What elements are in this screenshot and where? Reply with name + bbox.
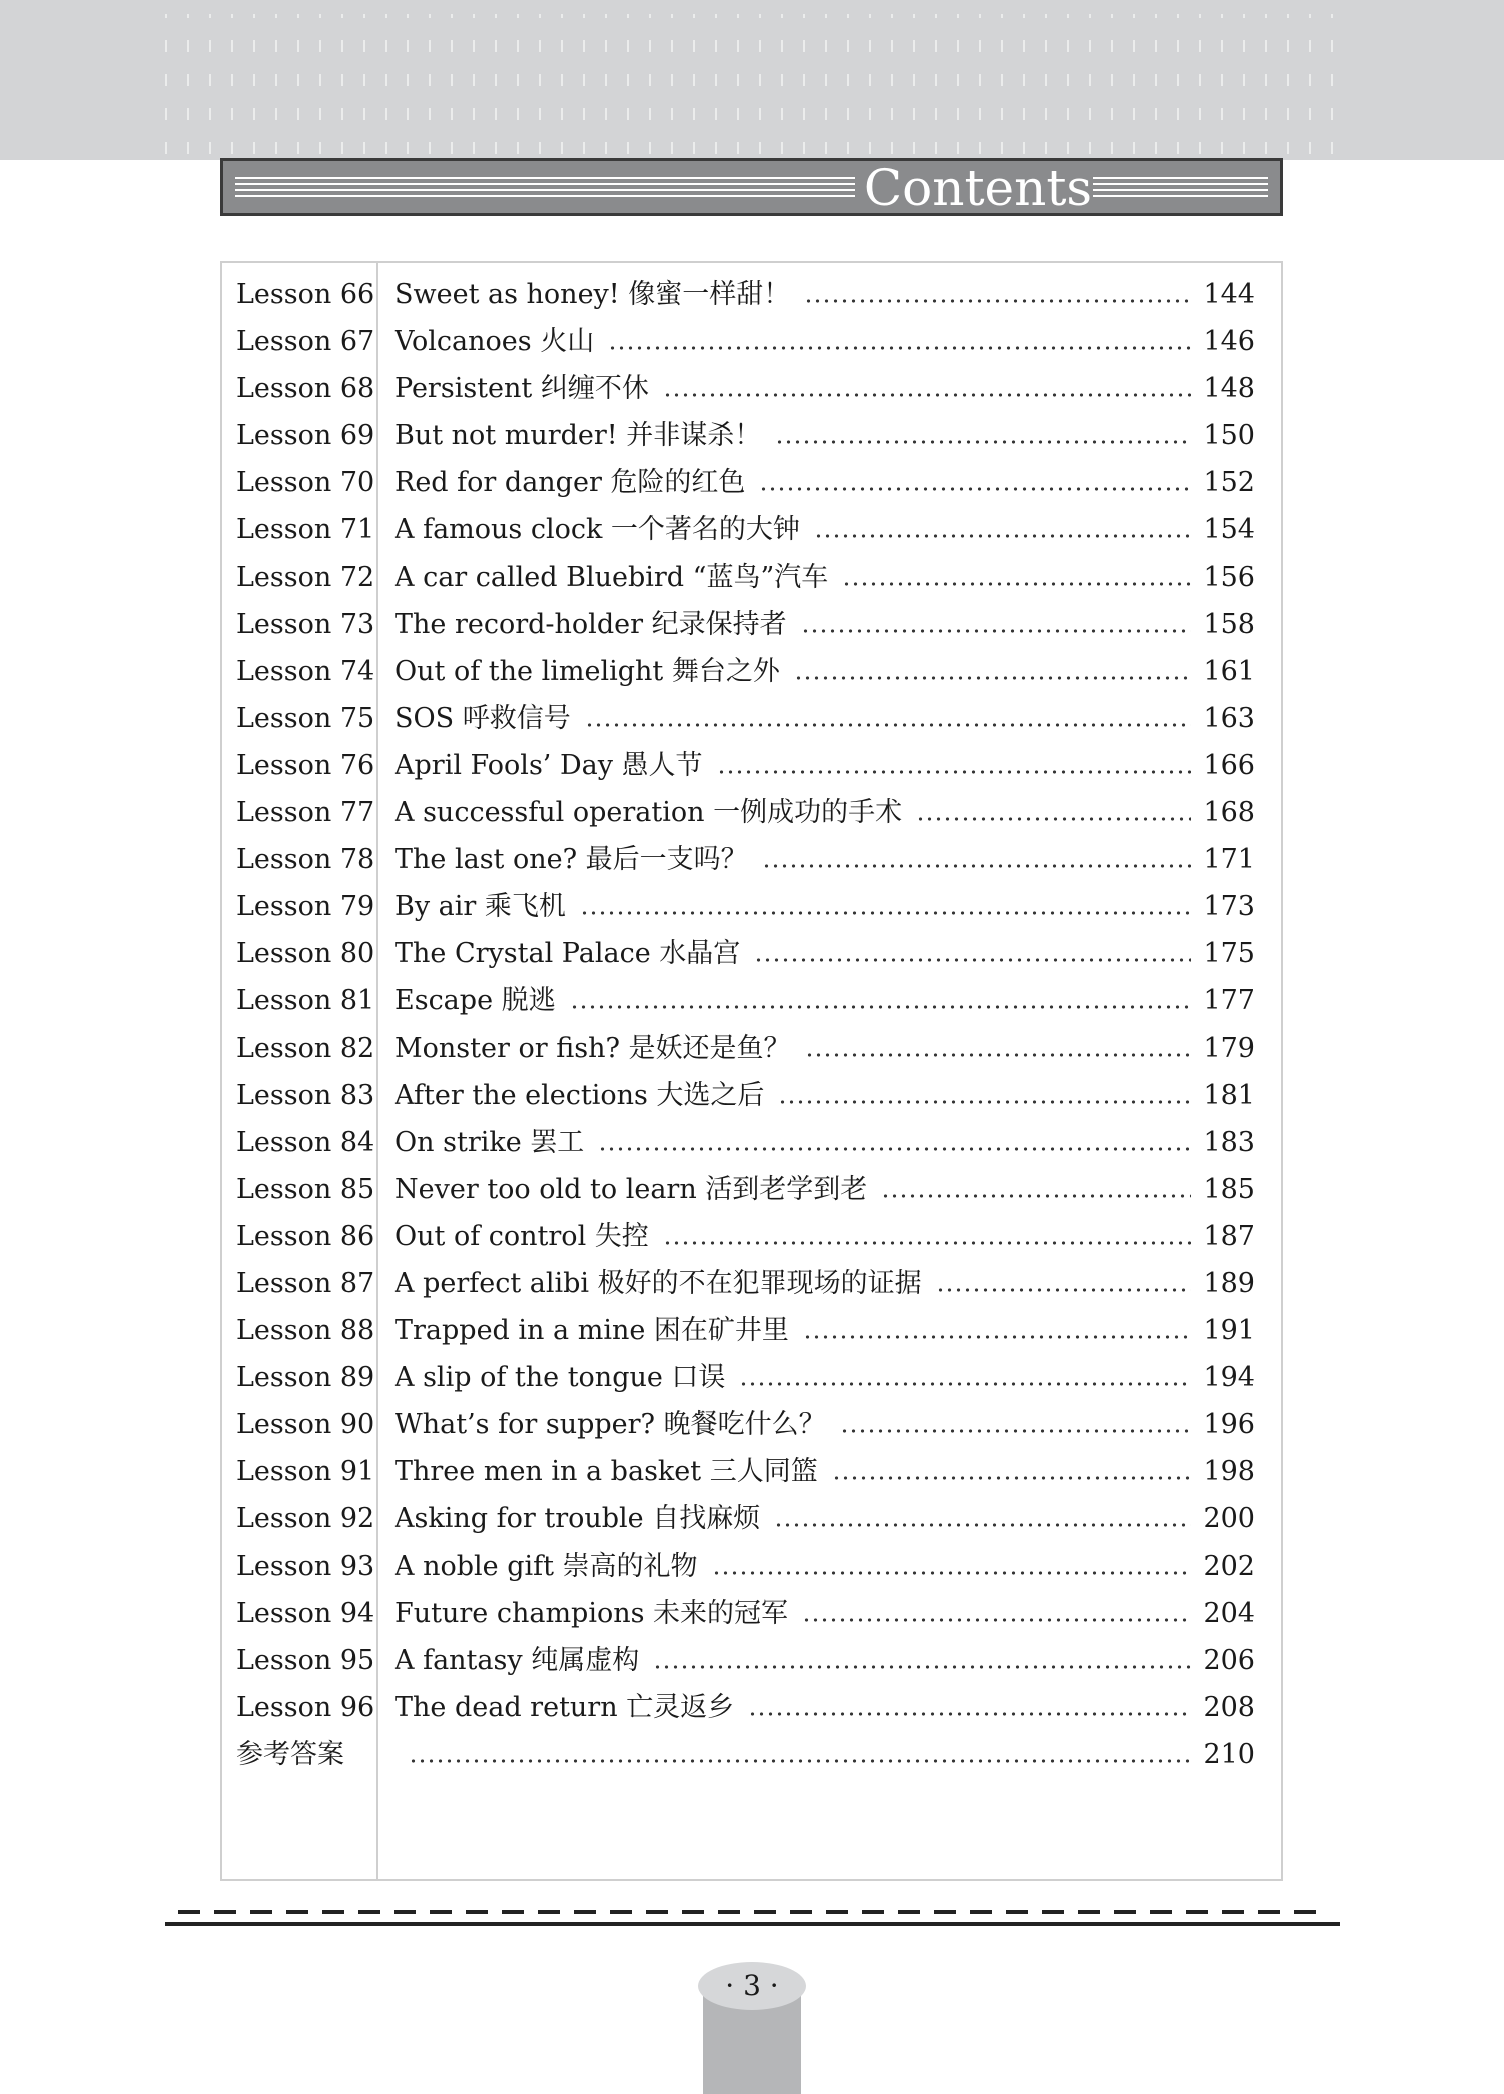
toc-row: [222, 742, 1281, 789]
lesson-label: Lesson 83: [236, 1079, 375, 1111]
dot-leader: [803, 1307, 1192, 1354]
toc-entry: [395, 412, 1255, 459]
dot-leader: [774, 1495, 1191, 1542]
lesson-label: Lesson 77: [236, 797, 375, 829]
page-number-ref: 158: [1203, 608, 1255, 640]
dot-leader: [842, 554, 1191, 601]
toc-row: [222, 412, 1281, 459]
lesson-title: The last one? 最后一支吗？: [395, 844, 748, 876]
toc-entry: [395, 1637, 1255, 1684]
table-of-contents: [220, 261, 1283, 1881]
page-number-ref: 206: [1203, 1644, 1255, 1676]
lesson-label: Lesson 87: [236, 1267, 375, 1299]
page-number-ref: 175: [1203, 938, 1255, 970]
toc-row: [222, 1731, 1281, 1778]
lesson-title: Asking for trouble 自找麻烦: [395, 1503, 761, 1535]
toc-row: [222, 1260, 1281, 1307]
dot-leader: [778, 1072, 1191, 1119]
dot-leader: [748, 1684, 1191, 1731]
toc-entry: [395, 1025, 1255, 1072]
toc-entry: [395, 1260, 1255, 1307]
page-number-ref: 183: [1203, 1126, 1255, 1158]
toc-entry: [395, 506, 1255, 553]
header-band: [0, 0, 1504, 160]
dot-leader: [608, 318, 1191, 365]
lesson-title: A famous clock 一个著名的大钟: [395, 514, 800, 546]
toc-row: [222, 930, 1281, 977]
dot-leader: [759, 459, 1191, 506]
toc-entry: [395, 1213, 1255, 1260]
dot-leader: [717, 742, 1192, 789]
toc-entry: [395, 318, 1255, 365]
lesson-label: Lesson 75: [236, 702, 375, 734]
page-number-ref: 171: [1203, 844, 1255, 876]
lesson-label: Lesson 94: [236, 1597, 375, 1629]
dot-leader: [712, 1543, 1192, 1590]
toc-entry: [395, 1543, 1255, 1590]
dot-leader: [663, 365, 1192, 412]
lesson-label: Lesson 76: [236, 749, 375, 781]
page-number-ref: 161: [1203, 655, 1255, 687]
toc-row: [222, 271, 1281, 318]
page-number-ref: 202: [1203, 1550, 1255, 1582]
lesson-title: Red for danger 危险的红色: [395, 467, 746, 499]
lesson-label: Lesson 85: [236, 1173, 375, 1205]
dot-leader: [804, 271, 1191, 318]
page-number-ref: 177: [1203, 985, 1255, 1017]
page-number-ref: 179: [1203, 1032, 1255, 1064]
lesson-label: Lesson 79: [236, 891, 375, 923]
toc-row: [222, 601, 1281, 648]
toc-entry: [395, 648, 1255, 695]
lesson-title: A car called Bluebird “蓝鸟”汽车: [395, 561, 829, 593]
toc-entry: [395, 1072, 1255, 1119]
lesson-label: Lesson 68: [236, 373, 375, 405]
toc-entry: [395, 1684, 1255, 1731]
toc-entry: [395, 1448, 1255, 1495]
dot-leader: [802, 1590, 1191, 1637]
toc-entry: [395, 930, 1255, 977]
toc-entry: [395, 459, 1255, 506]
dot-leader: [754, 930, 1191, 977]
toc-row: [222, 1684, 1281, 1731]
lesson-label: Lesson 86: [236, 1220, 375, 1252]
toc-list: [222, 271, 1281, 1778]
dot-leader: [794, 648, 1192, 695]
dot-leader: [585, 695, 1192, 742]
page-number-ref: 204: [1203, 1597, 1255, 1629]
toc-entry: [395, 271, 1255, 318]
lesson-title: Three men in a basket 三人同篮: [395, 1456, 818, 1488]
lesson-title: A perfect alibi 极好的不在犯罪现场的证据: [395, 1267, 922, 1299]
lesson-label: Lesson 80: [236, 938, 375, 970]
toc-row: [222, 554, 1281, 601]
lesson-title: Persistent 纠缠不休: [395, 373, 649, 405]
lesson-title: But not murder! 并非谋杀！: [395, 420, 762, 452]
toc-row: [222, 648, 1281, 695]
lesson-label: Lesson 71: [236, 514, 375, 546]
page-number-ref: 146: [1203, 326, 1255, 358]
lesson-label: Lesson 73: [236, 608, 375, 640]
lesson-title: A fantasy 纯属虚构: [395, 1644, 640, 1676]
dot-leader: [814, 506, 1192, 553]
toc-row: [222, 1495, 1281, 1542]
toc-row: [222, 459, 1281, 506]
page-number-ref: 152: [1203, 467, 1255, 499]
toc-entry: [395, 695, 1255, 742]
lesson-label: Lesson 96: [236, 1691, 375, 1723]
toc-row: [222, 365, 1281, 412]
page-number-ref: 198: [1203, 1456, 1255, 1488]
dot-leader: [801, 601, 1192, 648]
lesson-label: Lesson 70: [236, 467, 375, 499]
dot-leader: [570, 977, 1192, 1024]
page-number-ref: 181: [1203, 1079, 1255, 1111]
page-number: · 3 ·: [698, 1962, 806, 2010]
toc-row: [222, 1025, 1281, 1072]
lesson-title: Future champions 未来的冠军: [395, 1597, 789, 1629]
dot-leader: [653, 1637, 1191, 1684]
page-number-ref: 150: [1203, 420, 1255, 452]
page-number-ref: 144: [1203, 279, 1255, 310]
page-title: Contents: [863, 159, 1093, 217]
toc-entry: [395, 554, 1255, 601]
toc-row: [222, 1072, 1281, 1119]
lesson-label: Lesson 92: [236, 1503, 375, 1535]
footer-solid-rule: [165, 1922, 1340, 1926]
lesson-title: Monster or fish? 是妖还是鱼？: [395, 1032, 791, 1064]
title-decorative-lines-left: [235, 177, 855, 199]
lesson-label: Lesson 84: [236, 1126, 375, 1158]
lesson-title: What’s for supper? 晚餐吃什么？: [395, 1409, 826, 1441]
lesson-title: The record-holder 纪录保持者: [395, 608, 787, 640]
page-number-ref: 163: [1203, 702, 1255, 734]
lesson-label: Lesson 67: [236, 326, 375, 358]
toc-row: [222, 1354, 1281, 1401]
lesson-title: A slip of the tongue 口误: [395, 1362, 726, 1394]
dot-leader: [840, 1401, 1192, 1448]
lesson-title: After the elections 大选之后: [395, 1079, 765, 1111]
dot-leader: [598, 1119, 1191, 1166]
toc-entry: [395, 1307, 1255, 1354]
lesson-label: Lesson 81: [236, 985, 375, 1017]
lesson-title: April Fools’ Day 愚人节: [395, 749, 703, 781]
header-dot-pattern: [165, 14, 1345, 154]
toc-row: [222, 883, 1281, 930]
dot-leader: [916, 789, 1191, 836]
lesson-title: Escape 脱逃: [395, 985, 556, 1017]
lesson-label: Lesson 72: [236, 561, 375, 593]
lesson-label: Lesson 69: [236, 420, 375, 452]
toc-row: [222, 1401, 1281, 1448]
toc-entry: [395, 836, 1255, 883]
toc-row: [222, 318, 1281, 365]
page-number-ref: 148: [1203, 373, 1255, 405]
toc-row: [222, 836, 1281, 883]
toc-entry: [395, 365, 1255, 412]
toc-row: [222, 789, 1281, 836]
lesson-title: The Crystal Palace 水晶宫: [395, 938, 741, 970]
dot-leader: [775, 412, 1191, 459]
toc-row: [222, 1637, 1281, 1684]
toc-entry: [395, 1401, 1255, 1448]
toc-entry: [395, 1731, 1255, 1778]
toc-entry: [395, 977, 1255, 1024]
toc-row: [222, 1543, 1281, 1590]
page-number-ref: 166: [1203, 749, 1255, 781]
page-number-ref: 187: [1203, 1220, 1255, 1252]
toc-row: [222, 1307, 1281, 1354]
toc-entry: [395, 601, 1255, 648]
lesson-title: Never too old to learn 活到老学到老: [395, 1173, 868, 1205]
lesson-label: Lesson 66: [236, 279, 375, 310]
toc-entry: [395, 789, 1255, 836]
page-number-ref: 185: [1203, 1173, 1255, 1205]
dot-leader: [805, 1025, 1192, 1072]
dot-leader: [663, 1213, 1192, 1260]
lesson-title: By air 乘飞机: [395, 891, 566, 923]
toc-entry: [395, 1495, 1255, 1542]
footer-dashed-rule: [178, 1910, 1328, 1914]
toc-entry: [395, 742, 1255, 789]
lesson-title: Sweet as honey! 像蜜一样甜！: [395, 279, 791, 310]
contents-title-bar: [220, 158, 1283, 216]
toc-row: [222, 695, 1281, 742]
page-number-ref: 191: [1203, 1315, 1255, 1347]
lesson-title: A successful operation 一例成功的手术: [395, 797, 903, 829]
lesson-label: 参考答案: [236, 1738, 344, 1770]
lesson-title: Volcanoes 火山: [395, 326, 595, 358]
dot-leader: [580, 883, 1192, 930]
lesson-title: SOS 呼救信号: [395, 702, 571, 734]
toc-entry: [395, 1590, 1255, 1637]
title-decorative-lines-right: [1093, 177, 1268, 199]
toc-entry: [395, 883, 1255, 930]
lesson-label: Lesson 93: [236, 1550, 375, 1582]
lesson-label: Lesson 89: [236, 1362, 375, 1394]
lesson-title: Trapped in a mine 困在矿井里: [395, 1315, 789, 1347]
lesson-title: The dead return 亡灵返乡: [395, 1691, 735, 1723]
toc-row: [222, 1166, 1281, 1213]
toc-row: [222, 1213, 1281, 1260]
page-number-ref: 208: [1203, 1691, 1255, 1723]
dot-leader: [881, 1166, 1191, 1213]
toc-row: [222, 977, 1281, 1024]
toc-row: [222, 1590, 1281, 1637]
page-number-ref: 189: [1203, 1267, 1255, 1299]
lesson-title: Out of the limelight 舞台之外: [395, 655, 780, 687]
lesson-label: Lesson 78: [236, 844, 375, 876]
page-number-ref: 194: [1203, 1362, 1255, 1394]
page-number-ref: 210: [1203, 1738, 1255, 1770]
toc-row: [222, 1448, 1281, 1495]
lesson-title: Out of control 失控: [395, 1220, 649, 1252]
toc-row: [222, 1119, 1281, 1166]
lesson-label: Lesson 82: [236, 1032, 375, 1064]
toc-entry: [395, 1119, 1255, 1166]
dot-leader: [936, 1260, 1192, 1307]
lesson-label: Lesson 95: [236, 1644, 375, 1676]
toc-entry: [395, 1166, 1255, 1213]
lesson-label: Lesson 88: [236, 1315, 375, 1347]
toc-entry: [395, 1354, 1255, 1401]
toc-row: [222, 506, 1281, 553]
page-number-ref: 154: [1203, 514, 1255, 546]
page-number-ref: 156: [1203, 561, 1255, 593]
page-number-ref: 196: [1203, 1409, 1255, 1441]
lesson-label: Lesson 74: [236, 655, 375, 687]
page-number-ref: 168: [1203, 797, 1255, 829]
lesson-label: Lesson 91: [236, 1456, 375, 1488]
dot-leader: [762, 836, 1192, 883]
dot-leader: [832, 1448, 1192, 1495]
lesson-title: A noble gift 崇高的礼物: [395, 1550, 698, 1582]
lesson-title: On strike 罢工: [395, 1126, 585, 1158]
page-number-ref: 173: [1203, 891, 1255, 923]
dot-leader: [739, 1354, 1191, 1401]
lesson-label: Lesson 90: [236, 1409, 375, 1441]
dot-leader: [409, 1731, 1191, 1778]
page-number-ref: 200: [1203, 1503, 1255, 1535]
